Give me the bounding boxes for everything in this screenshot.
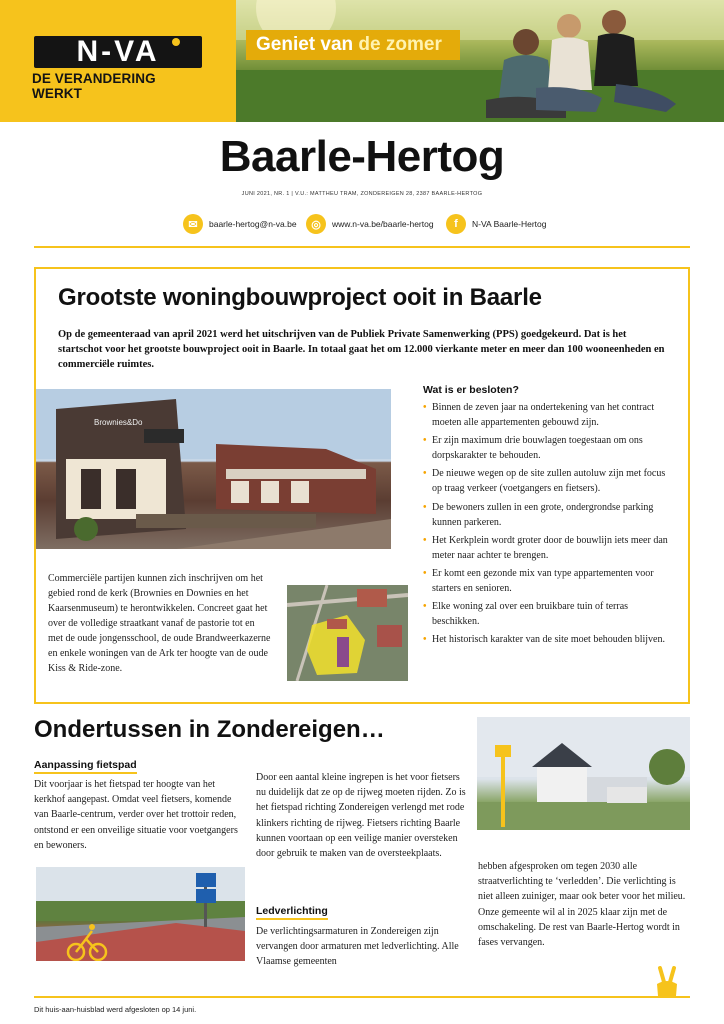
article-lead: Op de gemeenteraad van april 2021 werd het uitschrijven van de Publiek Private Samenwerking (PPS) goedgekeurd. Dat is het startschot voor het grootste bouwproject ooit in Baarle. In totaal gaat het om 12.000 vierkante meter en meer dan 100 wooneenheden en commerciële ruimtes.	[58, 329, 665, 370]
decision-item: • Er komt een gezonde mix van type appartementen voor starters en senioren.	[423, 566, 673, 596]
aerial-map-illustration	[287, 585, 408, 681]
storefront-photo	[36, 389, 391, 549]
hero-illustration	[236, 0, 724, 122]
storefront-sign: Brownies&Do	[94, 418, 143, 427]
decision-item: • De nieuwe wegen op de site zullen autoluw zijn met focus op traag verkeer (voetgangers en fietsers).	[423, 466, 673, 496]
slogan-banner	[246, 30, 460, 60]
led-heading: Ledverlichting	[256, 905, 328, 920]
email-icon: ✉	[183, 214, 203, 234]
nva-logo[interactable]	[34, 36, 202, 68]
streetlight-photo	[477, 717, 690, 830]
logo-tagline: DE VERANDERING WERKT	[32, 71, 156, 101]
decision-item: • Er zijn maximum drie bouwlagen toegestaan om ons dorpskarakter te behouden.	[423, 433, 673, 463]
masthead-divider	[34, 246, 690, 248]
logo-accent-dot	[172, 38, 180, 46]
bike-path-photo	[36, 867, 245, 961]
article-title: Grootste woningbouwproject ooit in Baarle	[58, 284, 542, 311]
aerial-map	[287, 585, 408, 681]
decisions-list	[423, 400, 673, 650]
contact-email[interactable]	[183, 212, 297, 236]
footer-divider	[34, 996, 690, 998]
logo-text: N-VA	[76, 36, 160, 68]
contact-website-text: www.n-va.be/baarle-hertog	[332, 219, 434, 229]
facebook-icon: f	[446, 214, 466, 234]
issue-meta: JUNI 2021, NR. 1 | V.U.: MATTHEU TRAM, ZONDEREIGEN 28, 2387 BAARLE-HERTOG	[241, 191, 483, 197]
contact-email-text: baarle-hertog@n-va.be	[209, 219, 297, 229]
decision-item: • Elke woning zal over een bruikbare tuin of terras beschikken.	[423, 599, 673, 629]
decisions-heading: Wat is er besloten?	[423, 384, 519, 396]
slogan-highlight: de zomer	[358, 34, 442, 55]
decision-item: • Binnen de zeven jaar na ondertekening van het contract moeten alle appartementen gebouwd zijn.	[423, 400, 673, 430]
page-title: Baarle-Hertog	[219, 132, 505, 181]
contact-facebook[interactable]	[446, 212, 546, 236]
decision-item: • Het Kerkplein wordt groter door de bouwlijn iets meer dan meter naar achter te brengen.	[423, 533, 673, 563]
led-text: De verlichtingsarmaturen in Zondereigen zijn vervangen door armaturen met ledverlichting. Alle Vlaamse gemeenten	[256, 926, 459, 968]
article-caption: Commerciële partijen kunnen zich inschrijven om het gebied rond de kerk (Brownies en Downies en het Kaarsenmuseum) te herontwikkelen. Concreet gaat het over de volledige straatkant vanaf de pastorie tot en met de oude jongensschool, de oude Brandweerkazerne en enkele woningen van de Ark ter hoogte van de oude Kiss & Ride-zone.	[48, 573, 271, 674]
hero-photo	[236, 0, 724, 122]
fietspad-text: Dit voorjaar is het fietspad ter hoogte van het kerkhof aangepast. Omdat veel fietsers, komende van Baarle-centrum, verder over het trottoir reden, ontstond er een onveilige situatie voor voetgangers en bewoners.	[34, 779, 238, 851]
contact-facebook-text: N-VA Baarle-Hertog	[472, 219, 547, 229]
streetlight-illustration	[477, 717, 690, 830]
fietspad-heading: Aanpassing fietspad	[34, 759, 137, 774]
slogan-prefix: Geniet van	[256, 34, 359, 55]
victory-hand-icon	[652, 966, 682, 1000]
section-title: Ondertussen in Zondereigen…	[34, 716, 385, 743]
footer-note: Dit huis-aan-huisblad werd afgesloten op 14 juni.	[34, 1005, 197, 1014]
decision-item: • De bewoners zullen in een grote, ondergrondse parking kunnen parkeren.	[423, 500, 673, 530]
storefront-illustration	[36, 389, 391, 549]
bike-path-illustration	[36, 867, 245, 961]
fietspad-text-continued: Door een aantal kleine ingrepen is het voor fietsers nu duidelijk dat ze op de rijweg moeten rijden. Zo is het fietspad richting Zondereigen verlengd met rode klinkers richting de rijweg. Fietsers richting Baarle kunnen voortaan op een veilige manier oversteken door gebruik te maken van de oversteekplaats.	[256, 772, 466, 860]
globe-icon: ◎	[306, 214, 326, 234]
decision-item: • Het historisch karakter van de site moet behouden blijven.	[423, 632, 673, 647]
led-text-continued: hebben afgesproken om tegen 2030 alle straatverlichting te ‘verledden’. Die verlichting is niet alleen zuiniger, maar ook beter voor het milieu. Onze gemeente wil al in 2025 klaar zijn met de omschakeling. De rest van Baarle-Hertog wordt in fases vervangen.	[478, 861, 686, 949]
contact-website[interactable]	[306, 212, 434, 236]
